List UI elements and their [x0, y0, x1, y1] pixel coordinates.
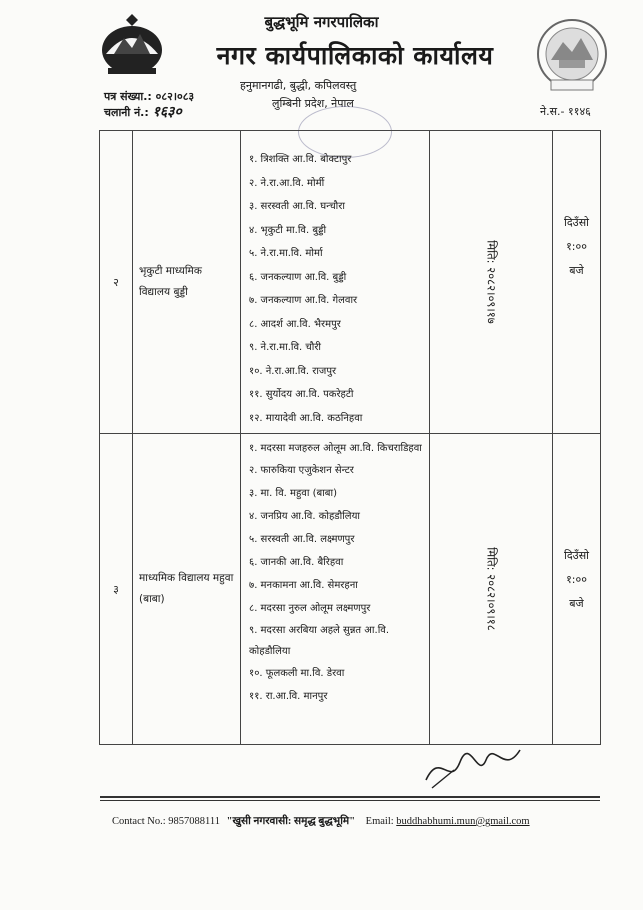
footer-divider: [100, 796, 600, 798]
school-list-cell: [241, 434, 430, 745]
time-value: १:००: [566, 240, 587, 253]
list-item: १. मदरसा मजहरुल ओलूम आ.वि. किचराडिहवा: [249, 443, 422, 454]
dispatch-value: १६३०: [152, 104, 182, 120]
list-item: ७. मनकामना आ.वि. सेमरहना: [249, 580, 358, 591]
municipality-logo: [531, 16, 613, 94]
email-label: Email:: [365, 816, 394, 827]
list-item: ४. जनप्रिय आ.वि. कोहडौलिया: [249, 511, 360, 522]
list-item: ९. ने.रा.मा.वि. चौरी: [249, 342, 322, 353]
list-item: २. ने.रा.आ.वि. मोर्मी: [249, 177, 325, 189]
list-item: ३. मा. वि. महुवा (बाबा): [249, 488, 338, 499]
date-cell: [430, 131, 553, 434]
time-cell: [553, 434, 601, 745]
footer: [112, 814, 530, 828]
time-unit: बजे: [569, 264, 584, 277]
list-item: ११. रा.आ.वि. मानपुर: [249, 691, 328, 702]
email-link[interactable]: buddhabhumi.mun@gmail.com: [396, 816, 530, 827]
office-address: हनुमानगढी, बुद्धी, कपिलवस्तु: [240, 79, 357, 92]
office-province: लुम्बिनी प्रदेश, नेपाल: [272, 97, 354, 110]
list-item: ६. जनकल्याण आ.वि. बुड्डी: [249, 271, 347, 283]
date-cell: [430, 434, 553, 745]
school-list: [241, 131, 429, 430]
slogan: "खुसी नगरवासी: समृद्ध बुद्धभूमि": [226, 816, 356, 827]
list-item: ८. मदरसा नुरुल ओलूम लक्ष्मणपुर: [249, 603, 371, 614]
office-title: नगर कार्यपालिकाको कार्यालय: [216, 41, 494, 70]
municipality-name: बुद्धभूमि नगरपालिका: [264, 13, 379, 31]
time-unit: बजे: [569, 597, 584, 610]
center-school: माध्यमिक विद्यालय महुवा (बाबा): [133, 434, 241, 745]
table-row: [100, 434, 601, 745]
dispatch-label: चलानी नं.:: [104, 106, 149, 119]
serial-number: ३: [100, 434, 133, 745]
list-item: ३. सरस्वती आ.वि. घन्चौरा: [249, 201, 345, 212]
list-item: १०. फूलकली मा.वि. डेरवा: [249, 668, 345, 679]
time-value: १:००: [566, 573, 587, 586]
list-item: ५. सरस्वती आ.वि. लक्ष्मणपुर: [249, 534, 355, 545]
center-school: भृकुटी माध्यमिक विद्यालय बुड्डी: [133, 131, 241, 434]
school-list: [241, 434, 429, 708]
list-item: २. फारुकिया एजुकेशन सेन्टर: [249, 465, 354, 476]
list-item: ८. आदर्श आ.वि. भैरमपुर: [249, 318, 341, 330]
serial-number: २: [100, 131, 133, 434]
school-list-cell: [241, 131, 430, 434]
exam-date: मिति: २०८२।०९।१७: [484, 240, 499, 324]
exam-center-table: [99, 130, 601, 745]
list-item: ४. भृकुटी मा.वि. बुड्डी: [249, 224, 327, 236]
list-item: ७. जनकल्याण आ.वि. गेलवार: [249, 295, 358, 306]
list-item: १२. मायादेवी आ.वि. कठनिहवा: [249, 412, 363, 424]
time-period: दिउँसो: [563, 549, 589, 562]
list-item: ६. जानकी आ.वि. बैरिहवा: [249, 557, 344, 568]
list-item: ९. मदरसा अरबिया अहले सुन्नत आ.वि. कोहडौलिया: [249, 625, 390, 657]
footer-divider-thin: [100, 800, 600, 801]
exam-date: मिति: २०८२।०९।१८: [484, 547, 499, 631]
table-row: [100, 131, 601, 434]
signature: [420, 740, 530, 795]
list-item: १. त्रिशक्ति आ.वि. बोक्टापुर: [249, 154, 352, 165]
nepal-sambat-year: ने.स.- ११४६: [540, 105, 591, 118]
time-cell: [553, 131, 601, 434]
list-item: १०. ने.रा.आ.वि. राजपुर: [249, 365, 337, 377]
dispatch-number: [104, 102, 182, 121]
letter-number: पत्र संख्या.: ०८२।०८३: [104, 90, 195, 103]
list-item: ५. ने.रा.मा.वि. मोर्मा: [249, 248, 323, 259]
list-item: ११. सुर्योदय आ.वि. पकरेहटी: [249, 389, 354, 400]
contact-number: Contact No.: 9857088111: [112, 816, 221, 827]
time-period: दिउँसो: [563, 216, 589, 229]
